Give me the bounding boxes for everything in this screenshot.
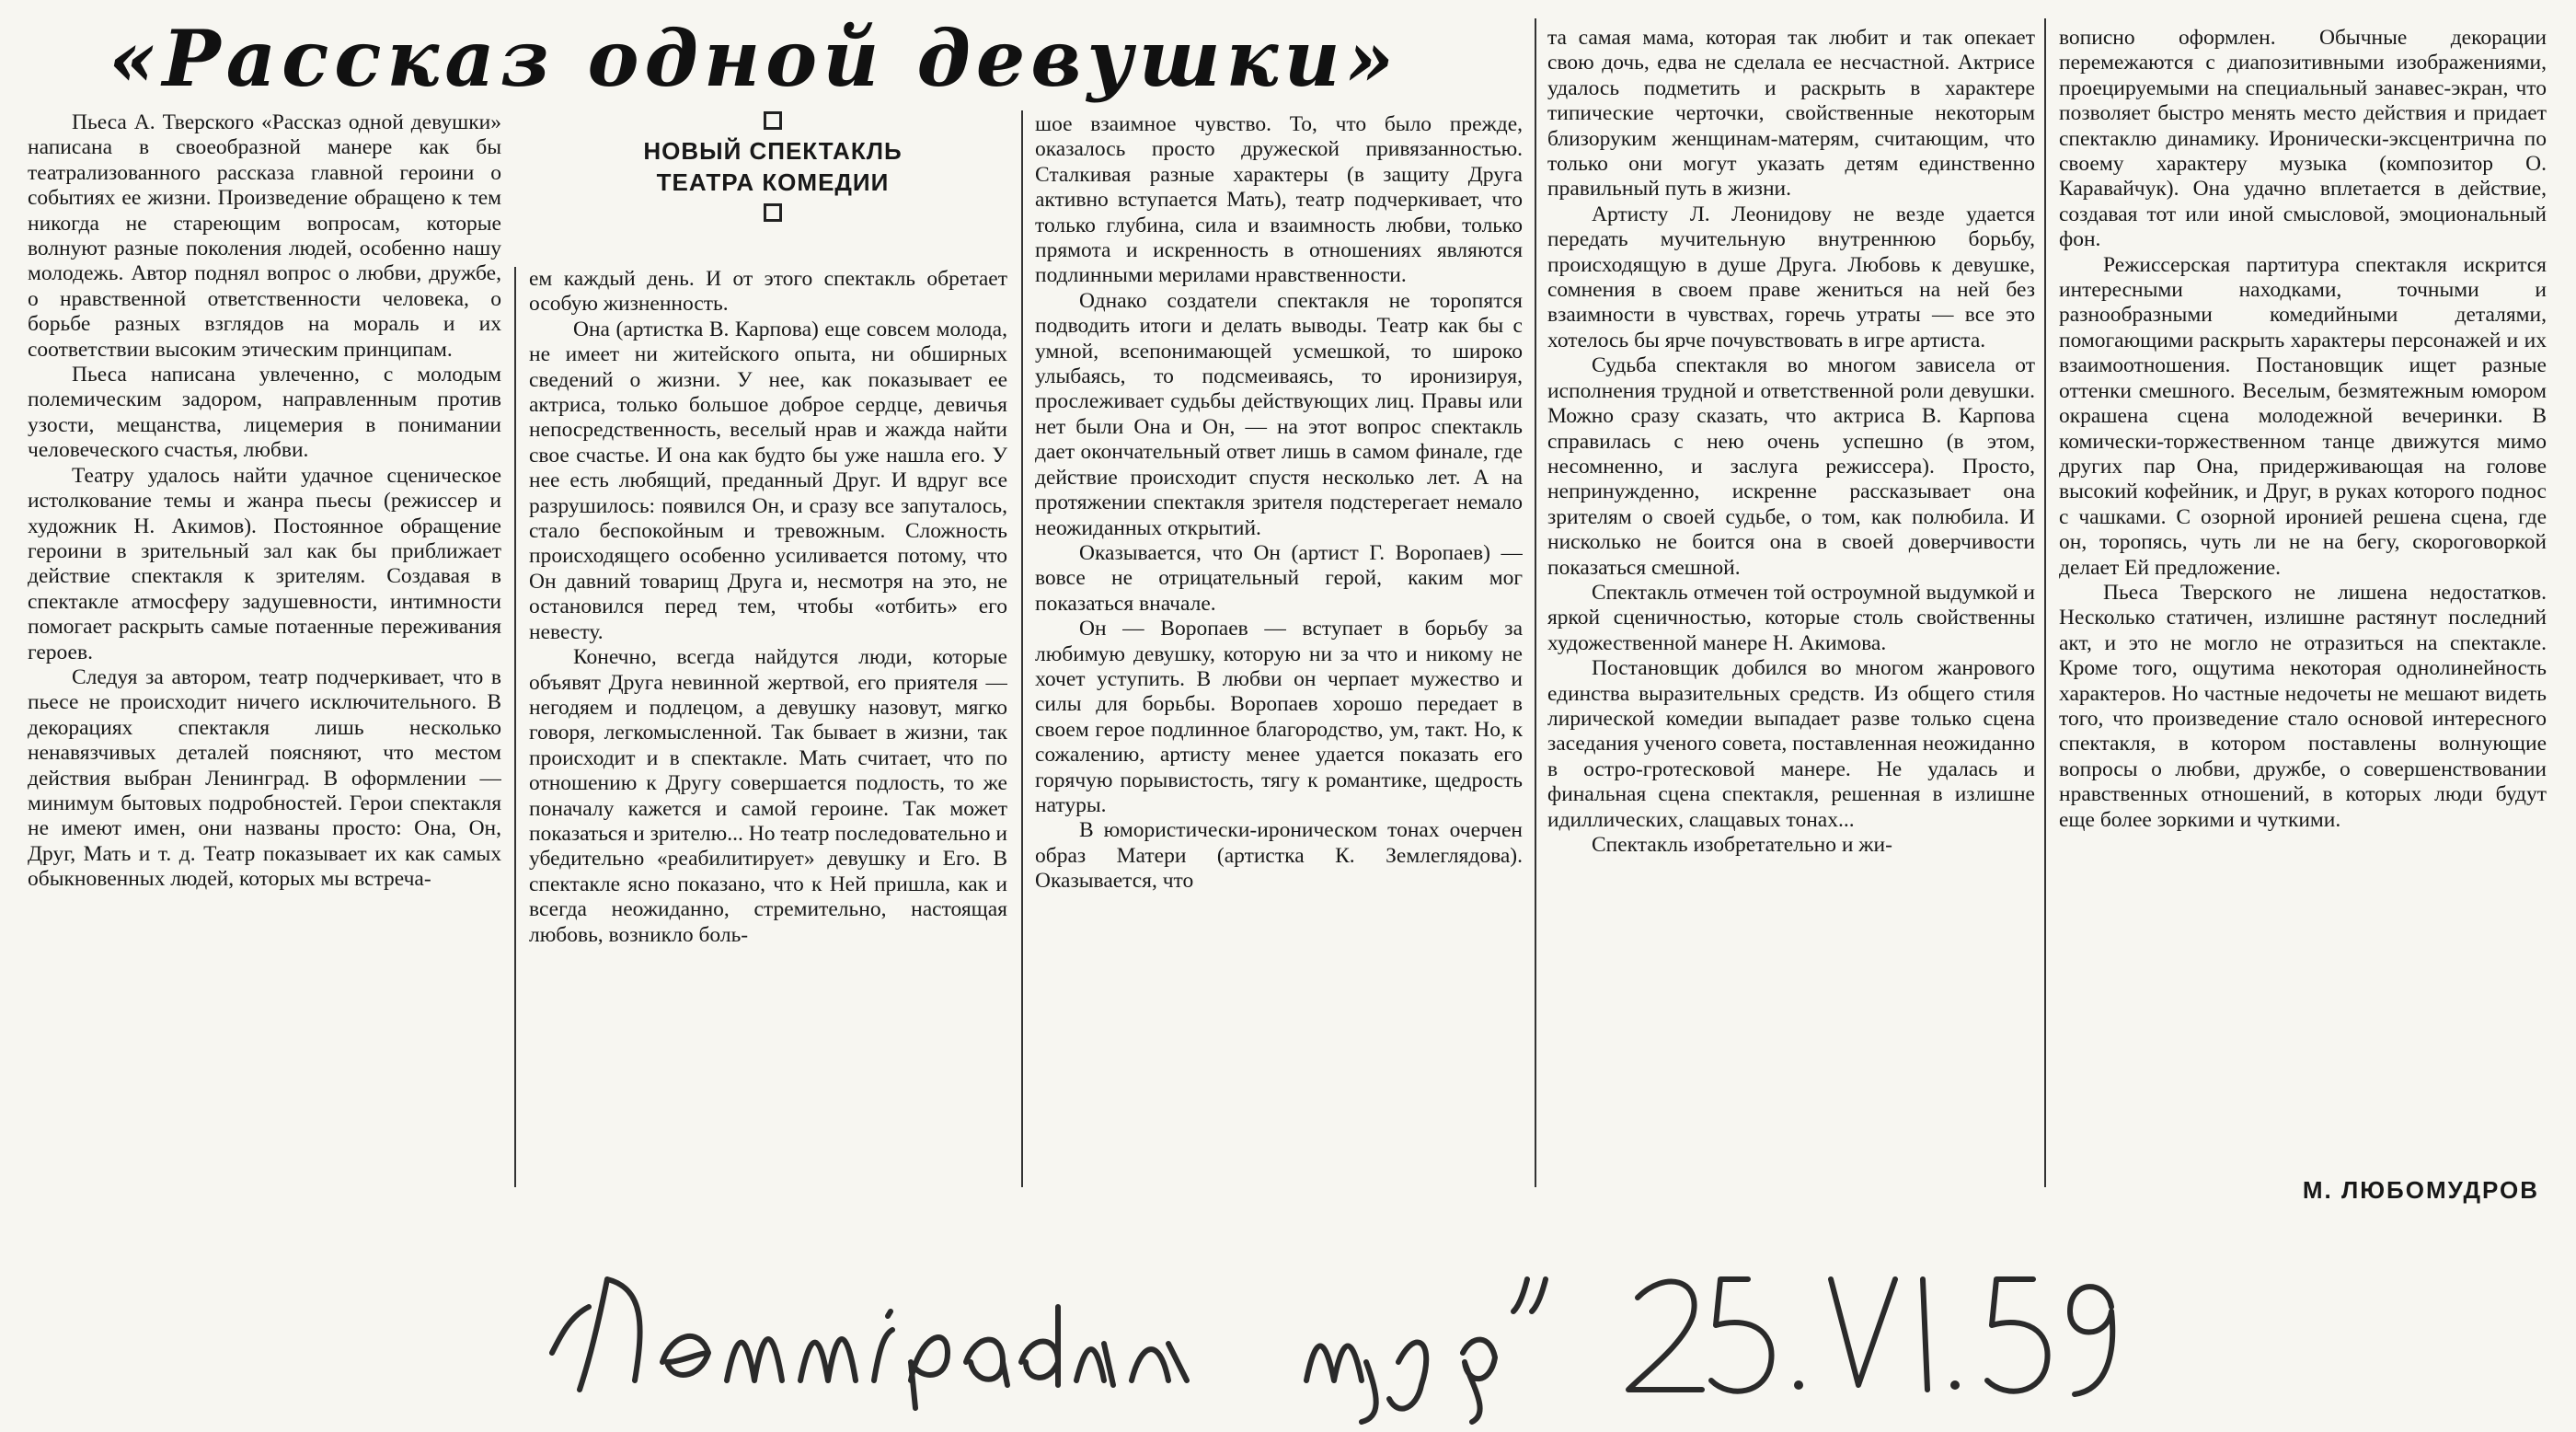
paragraph: Постановщик добился во многом жанрового единства выразительных средств. Из общего стиля лирической комедии выпадает разве только сцена заседания ученого совета, поставленная неожиданно в остро-гротесковой манере. Не удалась и финальная сцена спектакля, решенная в излишне идиллических, слащавых тонах... [1547, 656, 2035, 832]
paragraph: Артисту Л. Леонидову не везде удается передать мучительную внутреннюю борьбу, происходящую в душе Друга. Любовь к девушке, сомнения в своем праве жениться на ней без взаимности в чувствах, горечь утраты — все это хотелось бы ярче почувствовать в игре артиста. [1547, 202, 2035, 352]
paragraph: Пьеса А. Тверского «Рассказ одной девушки» написана в своеобразной манере как бы театрализованного рассказа главной героини о событиях ее жизни. Произведение обращено к тем никогда не стареющим вопросам, которые волнуют разные поколения людей, особенно нашу молодежь. Автор поднял вопрос о любви, дружбе, о нравственной ответственности человека, о борьбе разных взглядов на мораль и их соответствии высоким этическим принципам. [28, 110, 501, 362]
paragraph: Пьеса Тверского не лишена недостатков. Несколько статичен, излишне растянут последний акт, и это не могло не отразиться на спектакле. Кроме того, ощутима некоторая однолинейность характеров. Но частные недочеты не мешают видеть того, что произведение стало основой интересного спектакля, в котором поставлены волнующие вопросы о любви, дружбе, о совершенствовании нравственных отношений, в которых люди будут еще более зоркими и чуткими. [2059, 580, 2547, 832]
ornament-square-bottom [764, 203, 782, 222]
paragraph: Театру удалось найти удачное сценическое истолкование темы и жанра пьесы (режиссер и художник Н. Акимов). Постоянное обращение героини в зрительный зал как бы приближает действие спектакля к зрителям. Создавая в спектакле атмосферу задушевности, интимности помогает раскрыть самые потаенные переживания героев. [28, 463, 501, 664]
article-kicker [635, 106, 911, 253]
paragraph: Судьба спектакля во многом зависела от исполнения трудной и ответственной роли девушки. Можно сразу сказать, что актриса В. Карпова справилась с нею очень успешно (в этом, несомненно, и заслуга режиссера). Просто, непринужденно, искренне рассказывает она зрителям о своей судьбе, о том, как полюбила. И нисколько не боится она в своей доверчивости показаться смешной. [1547, 353, 2035, 580]
article-headline: «Рассказ одной девушки» [109, 13, 1400, 104]
paragraph: та самая мама, которая так любит и так опекает свою дочь, едва не сделала ее несчастной. Актрисе удалось подметить и раскрыть в характере типические черточки, свойственные некоторым близоруким женщинам-матерям, считающим, что только они могут указать детям единственно правильный путь в жизни. [1547, 26, 2035, 202]
ornament-square-top [764, 111, 782, 130]
article-column-1 [28, 110, 501, 1196]
column-divider [514, 267, 516, 1187]
paragraph: Спектакль отмечен той остроумной выдумкой и яркой сценичностью, которые столь свойственны художественной манере Н. Акимова. [1547, 580, 2035, 655]
article-column-4 [1547, 26, 2035, 1196]
kicker-line-1: НОВЫЙ СПЕКТАКЛЬ [643, 137, 903, 165]
column-divider [2044, 18, 2046, 1187]
paragraph: вописно оформлен. Обычные декорации перемежаются с диапозитивными изображениями, проецируемыми на специальный занавес-экран, что позволяет быстро менять место действия и придает спектаклю динамику. Иронически-эксцентрична по своему характеру музыка (композитор О. Каравайчук). Она удачно вплетается в действие, создавая тот или иной смысловой, эмоциональный фон. [2059, 26, 2547, 252]
paragraph: Следуя за автором, театр подчеркивает, что в пьесе не происходит ничего исключительного. В декорациях спектакля лишь несколько ненавязчивых деталей поясняют, что местом действия выбран Ленинград. В оформлении — минимум бытовых подробностей. Герои спектакля не имеют имен, они названы просто: Она, Он, Друг, Мать и т. д. Театр показывает их как самых обыкновенных людей, которых мы встреча- [28, 664, 501, 892]
handwritten-source-note [0, 1224, 2576, 1426]
article-column-5 [2059, 26, 2547, 1172]
paragraph: Конечно, всегда найдутся люди, которые объявят Друга невинной жертвой, его приятеля — негодяем и подлецом, а девушку назовут, мягко говоря, легкомысленной. Так бывает в жизни, так происходит и в спектакле. Мать считает, что по отношению к Другу совершается подлость, то же поначалу кажется и самой героине. Так может показаться и зрителю... Но театр последовательно и убедительно «реабилитирует» девушку и Его. В спектакле ясно показано, что к Ней пришла, как и всегда неожиданно, стремительно, настоящая любовь, возникло боль- [529, 645, 1007, 947]
article-column-3 [1035, 112, 1523, 1196]
paragraph: Режиссерская партитура спектакля искрится интересными находками, точными и разнообразными комедийными деталями, помогающими раскрыть характеры персонажей и их взаимоотношения. Постановщик ищет разные оттенки смешного. Веселым, безмятежным юмором окрашена сцена молодежной вечеринки. В комически-торжественном танце движутся мимо других пар Она, придерживающая на голове высокий кофейник, и Друг, в руках которого поднос с чашками. С озорной иронией решена сцена, где он, торопясь, чуть ли не на бегу, скороговоркой делает Ей предложение. [2059, 252, 2547, 580]
paragraph: Однако создатели спектакля не торопятся подводить итоги и делать выводы. Театр как бы с умной, всепонимающей усмешкой, то широко улыбаясь, то подсмеиваясь, то иронизируя, прослеживает судьбы действующих лиц. Правы или нет были Она и Он, — на этот вопрос спектакль дает окончательный ответ лишь в самом финале, где действие происходит спустя несколько лет. А на протяжении спектакля зрителя подстерегает немало неожиданных открытий. [1035, 288, 1523, 540]
paragraph: Спектакль изобретательно и жи- [1592, 833, 1892, 857]
paragraph: Пьеса написана увлеченно, с молодым полемическим задором, направленным против узости, мещанства, лицемерия в понимании человеческого счастья, любви. [28, 363, 501, 463]
paragraph: Она (артистка В. Карпова) еще совсем молода, не имеет ни житейского опыта, ни обширных сведений о жизни. У нее, как показывает ее актриса, только большое доброе сердце, девичья непосредственность, веселый нрав и жажда найти свое счастье. И она как будто бы уже нашла его. У нее есть любящий, преданный Друг. И вдруг все разрушилось: появился Он, и сразу все запуталось, стало беспокойным и тревожным. Сложность происходящего особенно усиливается потому, что Он давний товарищ Друга и, несмотря на это, не остановился перед тем, чтобы «отбить» его невесту. [529, 317, 1007, 644]
article-byline: М. ЛЮБОМУДРОВ [2302, 1176, 2539, 1204]
paragraph: Он — Воропаев — вступает в борьбу за любимую девушку, которую ни за что и никому не хочет уступить. В любви он черпает мужество и силы для борьбы. Воропаев хорошо передает в своем герое подлинное благородство, ум, такт. Но, к сожалению, артисту менее удается показать его горячую порывистость, тягу к романтике, щедрость натуры. [1035, 617, 1523, 817]
paragraph: шое взаимное чувство. То, что было прежде, оказалось просто дружеской привязанностью. Сталкивая разные характеры (в защиту Друга активно вступается Мать), театр подчеркивает, что только глубина, сила и взаимность любви, только прямота и искренность в отношениях являются подлинными мерилами нравственности. [1035, 112, 1523, 288]
paragraph: ем каждый день. И от этого спектакль обретает особую жизненность. [529, 267, 1007, 317]
column-divider [1021, 110, 1023, 1187]
column-divider [1535, 18, 1536, 1187]
paragraph: В юмористически-ироническом тонах очерчен образ Матери (артистка К. Землеглядова). Оказывается, что [1035, 818, 1523, 894]
article-column-2 [529, 267, 1007, 1196]
kicker-line-2: ТЕАТРА КОМЕДИИ [656, 168, 890, 196]
paragraph: Оказывается, что Он (артист Г. Воропаев) — вовсе не отрицательный герой, каким мог показаться вначале. [1035, 540, 1523, 616]
